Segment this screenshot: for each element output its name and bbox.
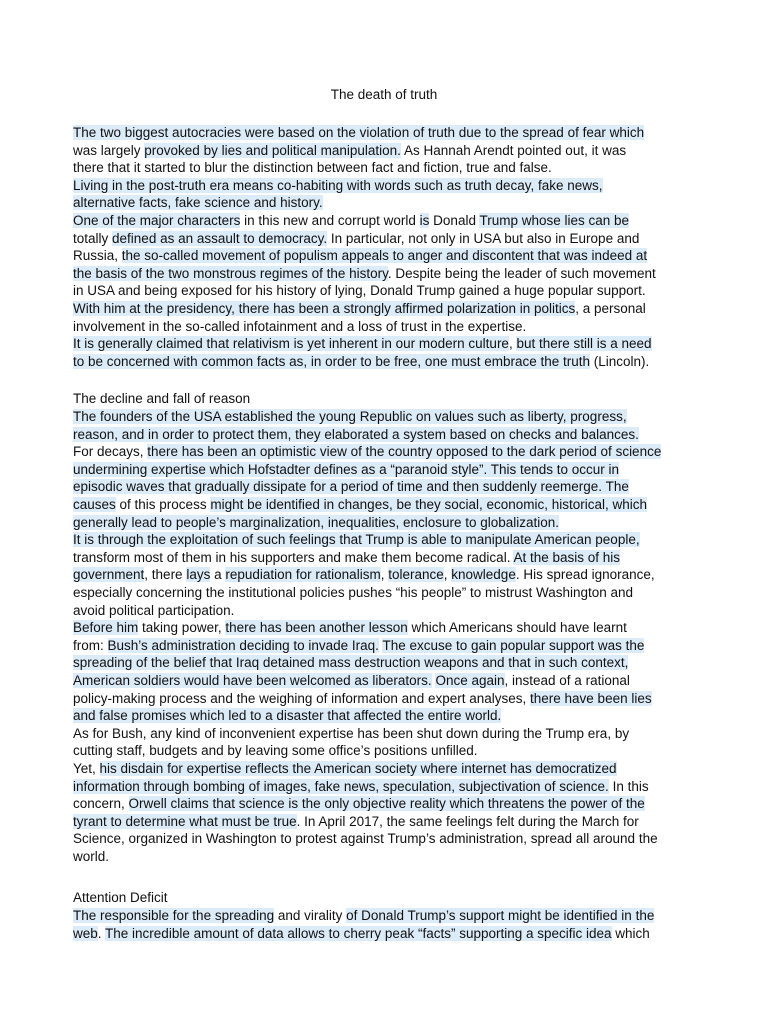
- decline-section-line: [73, 531, 640, 549]
- text-run: which: [611, 925, 650, 941]
- highlighted-text: undermining expertise which Hofstadter defines as a “paranoid style”. This tends to occur in: [73, 461, 620, 477]
- highlighted-text: reason, and in order: [73, 426, 198, 442]
- text-run: involvement in the so-called infotainment and a loss of trust in the expertise.: [73, 318, 527, 334]
- intro-paragraph-line: [73, 265, 656, 283]
- intro-paragraph-line: [73, 335, 652, 353]
- highlighted-text: is: [419, 213, 430, 228]
- intro-paragraph-line: [73, 282, 646, 300]
- decline-section-line: [73, 654, 628, 672]
- highlighted-text: American soldiers would have been welcomed as liberators.: [73, 673, 432, 688]
- highlighted-text: tolerance: [388, 567, 444, 583]
- decline-section-line: [73, 725, 629, 743]
- highlighted-text: provoked by lies and political manipulation.: [144, 142, 401, 158]
- highlighted-text: government: [73, 567, 145, 583]
- decline-section-line: [73, 672, 630, 690]
- highlighted-text: due to the spread of fear which: [454, 125, 645, 140]
- text-run: there that it started to blur the distinction between fact and fiction, true and false.: [73, 160, 552, 176]
- decline-section-line: [73, 742, 478, 760]
- text-run: totally: [73, 230, 113, 246]
- text-run: As Hannah Arendt pointed out, it was: [400, 142, 627, 158]
- highlighted-text: One of the major characters: [73, 213, 241, 228]
- highlighted-text: information through bombing of images, fake news, speculation, subjectivation of science.: [73, 778, 609, 794]
- highlighted-text: With him at the presidency, there has been a strongly affirmed polarization in politics: [73, 301, 576, 316]
- highlighted-text: alternative facts, fake science and history.: [73, 195, 323, 211]
- text-run: avoid political participation.: [73, 602, 235, 618]
- intro-paragraph-line: [73, 300, 646, 318]
- highlighted-text: Before him: [73, 620, 139, 636]
- decline-section-line: [73, 813, 639, 831]
- highlighted-text: there has been an optimistic view of the country opposed to the dark period of science: [147, 444, 662, 460]
- text-run: taking power,: [138, 620, 226, 636]
- text-run: Donald: [429, 213, 480, 228]
- text-run: in USA and being exposed for his history of lying, Donald Trump gained a huge popular support.: [73, 283, 646, 299]
- highlighted-text: but there still is a need: [516, 336, 652, 352]
- text-run: Russia,: [73, 248, 122, 264]
- intro-paragraph-line: [73, 212, 629, 230]
- decline-section-line: [73, 478, 629, 496]
- intro-paragraph-line: [73, 177, 603, 195]
- highlighted-text: The responsible for the spreading: [73, 908, 275, 923]
- highlighted-text: the basis of the two monstrous regimes of the history: [73, 265, 388, 281]
- decline-section-line: [73, 602, 234, 620]
- highlighted-text: The founders of the USA established the young Republic on values such as liberty, progress,: [73, 409, 627, 424]
- highlighted-text: The: [605, 479, 629, 495]
- highlighted-text: Trump whose lies can be: [479, 213, 630, 228]
- decline-section-line: [73, 760, 617, 778]
- text-run: In particular, not only in USA but also in Europe and: [327, 230, 640, 246]
- text-run: (Lincoln).: [590, 353, 650, 369]
- highlighted-text: At the basis of his: [513, 549, 621, 565]
- text-run: . In April 2017, the same feelings felt during the March for: [296, 813, 639, 829]
- text-run: , there: [144, 567, 187, 583]
- highlighted-text: episodic waves that gradually dissipate for a period of time and then suddenly reemerge.: [73, 479, 606, 495]
- highlighted-text: tyrant to determine what must be true: [73, 813, 297, 829]
- text-run: from:: [73, 637, 108, 653]
- intro-paragraph-line: [73, 230, 639, 248]
- decline-section-line: [73, 566, 655, 584]
- decline-section-line: [73, 461, 619, 479]
- decline-section-line: [73, 830, 658, 848]
- decline-section-line: [73, 707, 501, 725]
- attention-section-line: [73, 925, 650, 943]
- text-run: . Despite being the leader of such movement: [387, 265, 656, 281]
- highlighted-text: generally lead to people’s marginalization, inequalities, enclosure to globalization.: [73, 514, 560, 530]
- intro-paragraph-line: [73, 194, 323, 212]
- text-run: Yet,: [73, 761, 100, 776]
- text-run: of this process: [115, 497, 211, 512]
- highlighted-text: there has been another lesson: [225, 620, 408, 636]
- highlighted-text: web: [73, 925, 98, 941]
- attention-section-line: [73, 907, 654, 925]
- highlighted-text: to protect them, they elaborated a system based on checks and balances.: [197, 426, 639, 442]
- highlighted-text: Orwell claims that science is the only objective reality which threatens the power of the: [128, 796, 645, 812]
- decline-section-line: [73, 549, 620, 567]
- highlighted-text: lays: [186, 567, 211, 583]
- highlighted-text: It is generally claimed that relativism is yet inherent in our modern culture: [73, 336, 509, 352]
- highlighted-text: and false promises which led to a disaster that affected the entire world.: [73, 708, 502, 724]
- highlighted-text: knowledge: [451, 567, 516, 583]
- highlighted-text: spreading of the belief that Iraq detained mass destruction weapons and that in such context,: [73, 655, 629, 671]
- text-run: policy-making process and the weighing of information and expert analyses,: [73, 690, 531, 706]
- highlighted-text: causes: [73, 497, 116, 512]
- highlighted-text: The incredible amount of data allows to cherry peak “facts” supporting a specific idea: [105, 925, 612, 941]
- section-heading-decline-and-fall: The decline and fall of reason: [73, 391, 251, 406]
- highlighted-text: It is through the exploitation of such feelings that Trump is able to manipulate American people,: [73, 532, 640, 548]
- highlighted-text: Living in the post-truth era means co-habiting with words such as truth decay, fake news,: [73, 177, 603, 193]
- text-run: ,: [380, 567, 389, 583]
- text-run: world.: [73, 849, 110, 864]
- intro-paragraph-line: [73, 247, 647, 265]
- text-run: ,: [508, 336, 517, 352]
- decline-section-line: [73, 496, 647, 514]
- text-run: a: [210, 567, 226, 583]
- text-run: , a personal: [575, 301, 646, 316]
- document-title: The death of truth: [330, 87, 438, 102]
- highlighted-text: repudiation for rationalism: [225, 567, 381, 583]
- highlighted-text: there have been lies: [530, 690, 652, 706]
- text-run: and virality: [274, 908, 347, 923]
- decline-section-line: [73, 778, 649, 796]
- text-run: ,: [443, 567, 452, 583]
- text-run: As for Bush, any kind of inconvenient expertise has been shut down during the Trump era, by: [73, 725, 630, 741]
- decline-section-line: [73, 408, 627, 426]
- intro-paragraph-line: [73, 124, 644, 142]
- highlighted-text: might be identified in changes, be they social, economic, historical, which: [210, 497, 648, 512]
- text-run: cutting staff, budgets and by leaving some office’s positions unfilled.: [73, 743, 478, 759]
- intro-paragraph-line: [73, 353, 649, 371]
- intro-paragraph-line: [73, 318, 526, 336]
- highlighted-text: defined as an assault to democracy.: [112, 230, 328, 246]
- decline-section-line: [73, 795, 645, 813]
- text-run: For decays,: [73, 444, 148, 460]
- intro-paragraph-line: [73, 159, 552, 177]
- text-run: Science, organized in Washington to protest against Trump’s administration, spread all around the: [73, 831, 658, 847]
- decline-section-line: [73, 443, 661, 461]
- decline-section-line: [73, 426, 639, 444]
- highlighted-text: the so-called movement of populism appeals to anger and discontent that was indeed at: [121, 248, 648, 264]
- highlighted-text: The excuse to gain popular support was the: [382, 637, 645, 653]
- text-run: concern,: [73, 796, 129, 812]
- text-run: , instead of a rational: [504, 673, 630, 688]
- intro-paragraph-line: [73, 142, 626, 160]
- highlighted-text: Bush’s administration deciding to invade Iraq.: [107, 637, 379, 653]
- text-run: which Americans should have learnt: [407, 620, 627, 636]
- text-run: .: [97, 925, 106, 941]
- highlighted-text: The two biggest autocracies were based on the violation of truth: [73, 125, 455, 140]
- highlighted-text: of Donald Trump’s support might be identified in the: [346, 908, 655, 923]
- section-heading-attention-deficit: Attention Deficit: [73, 890, 168, 905]
- decline-section-line: [73, 584, 633, 602]
- highlighted-text: his disdain for expertise reflects the American society where internet has democratized: [99, 761, 617, 776]
- decline-section-line: [73, 637, 644, 655]
- text-run: especially concerning the institutional policies pushes “his people” to mistrust Washington and: [73, 585, 634, 600]
- highlighted-text: to be concerned with common facts as, in order to be free, one must embrace the truth: [73, 353, 591, 369]
- highlighted-text: Once again: [435, 673, 505, 688]
- text-run: In this: [608, 778, 649, 794]
- text-run: was largely: [73, 142, 145, 158]
- text-run: in this new and corrupt world: [240, 213, 420, 228]
- text-run: . His spread ignorance,: [515, 567, 655, 583]
- decline-section-line: [73, 848, 109, 866]
- decline-section-line: [73, 690, 652, 708]
- decline-section-line: [73, 619, 627, 637]
- text-run: transform most of them in his supporters and make them become radical.: [73, 549, 514, 565]
- decline-section-line: [73, 514, 559, 532]
